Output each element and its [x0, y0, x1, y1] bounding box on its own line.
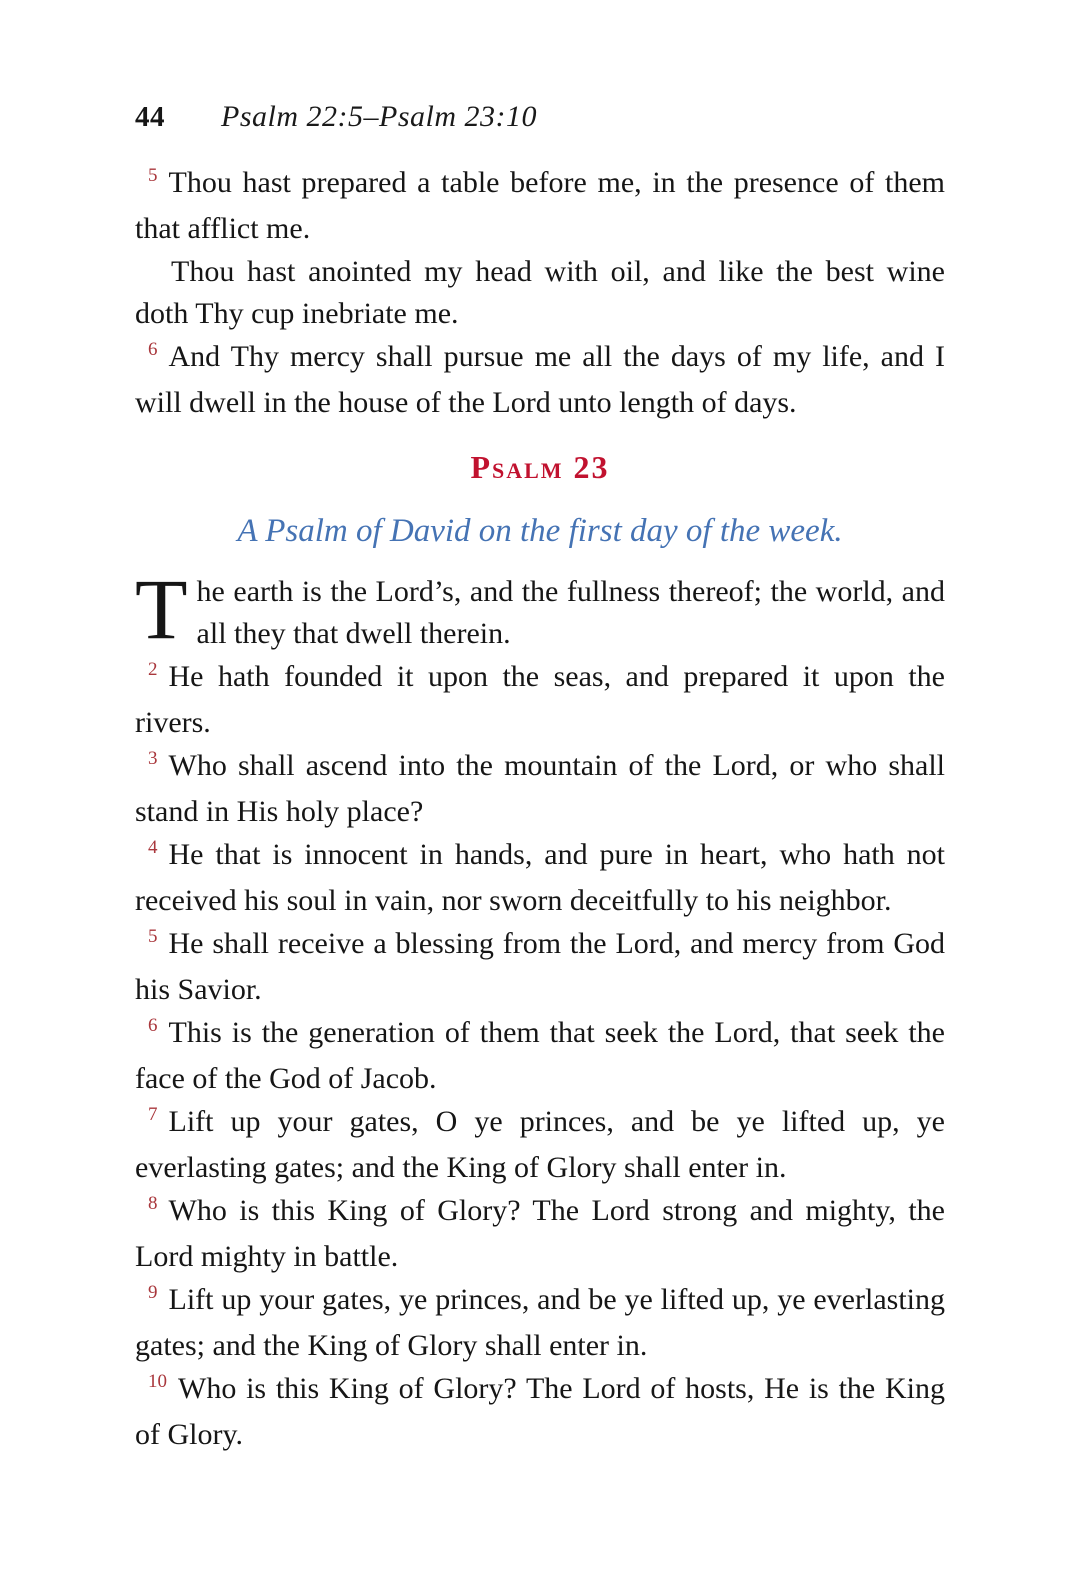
- verse-number: 6: [148, 338, 158, 360]
- verse: [135, 162, 945, 251]
- drop-cap: T: [135, 560, 188, 657]
- psalm-heading: Psalm 23: [470, 448, 610, 485]
- verse: [135, 1368, 945, 1457]
- verse-continuation: [135, 251, 945, 336]
- verse-text: Who is this King of Glory? The Lord of hosts, He is the King of Glory.: [135, 1371, 945, 1451]
- verse-number: 8: [148, 1192, 158, 1214]
- verse: [135, 1279, 945, 1368]
- verse: [135, 560, 945, 657]
- psalm-22-section: [135, 162, 945, 425]
- page-header: [135, 96, 945, 139]
- verse-number: 10: [148, 1370, 167, 1392]
- verse-text: Who shall ascend into the mountain of the Lord, or who shall stand in His holy place?: [135, 748, 945, 828]
- verse-text: And Thy mercy shall pursue me all the days of my life, and I will dwell in the house of the Lord unto length of days.: [135, 339, 945, 419]
- verse: [135, 1012, 945, 1101]
- verse-text: He shall receive a blessing from the Lord, and mercy from God his Savior.: [135, 926, 945, 1006]
- verse: [135, 336, 945, 425]
- verse-text: Thou hast prepared a table before me, in the presence of them that afflict me.: [135, 165, 945, 245]
- verse-text: Lift up your gates, ye princes, and be ye lifted up, ye everlasting gates; and the King of Glory shall enter in.: [135, 1282, 945, 1362]
- verse: [135, 923, 945, 1012]
- psalm-23-section: [135, 446, 945, 1457]
- verse-text: Thou hast anointed my head with oil, and like the best wine doth Thy cup inebriate me.: [135, 254, 945, 330]
- verse-text: Lift up your gates, O ye princes, and be ye lifted up, ye everlasting gates; and the King of Glory shall enter in.: [135, 1104, 945, 1184]
- verse: [135, 834, 945, 923]
- verse-number: 5: [148, 925, 158, 947]
- verse-text: Who is this King of Glory? The Lord strong and mighty, the Lord mighty in battle.: [135, 1193, 945, 1273]
- verse-number: 9: [148, 1281, 158, 1303]
- verse: [135, 1101, 945, 1190]
- verse-number: 2: [148, 658, 158, 680]
- verse: [135, 1190, 945, 1279]
- verse-text: he earth is the Lord’s, and the fullness thereof; the world, and all they that dwell therein.: [196, 574, 945, 650]
- psalm-subtitle: A Psalm of David on the first day of the week.: [237, 512, 843, 549]
- verse-number: 4: [148, 836, 158, 858]
- verse-text: This is the generation of them that seek the Lord, that seek the face of the God of Jacob.: [135, 1015, 945, 1095]
- verse-number: 6: [148, 1014, 158, 1036]
- verse-number: 7: [148, 1103, 158, 1125]
- verse: [135, 745, 945, 834]
- verse-number: 5: [148, 164, 158, 186]
- page-number: 44: [135, 101, 165, 133]
- running-head: Psalm 22:5–Psalm 23:10: [221, 100, 537, 133]
- verse-text: He hath founded it upon the seas, and prepared it upon the rivers.: [135, 659, 945, 739]
- verse: [135, 656, 945, 745]
- verse-number: 3: [148, 747, 158, 769]
- verse-text: He that is innocent in hands, and pure in heart, who hath not received his soul in vain, nor sworn deceitfully to his neighbor.: [135, 837, 945, 917]
